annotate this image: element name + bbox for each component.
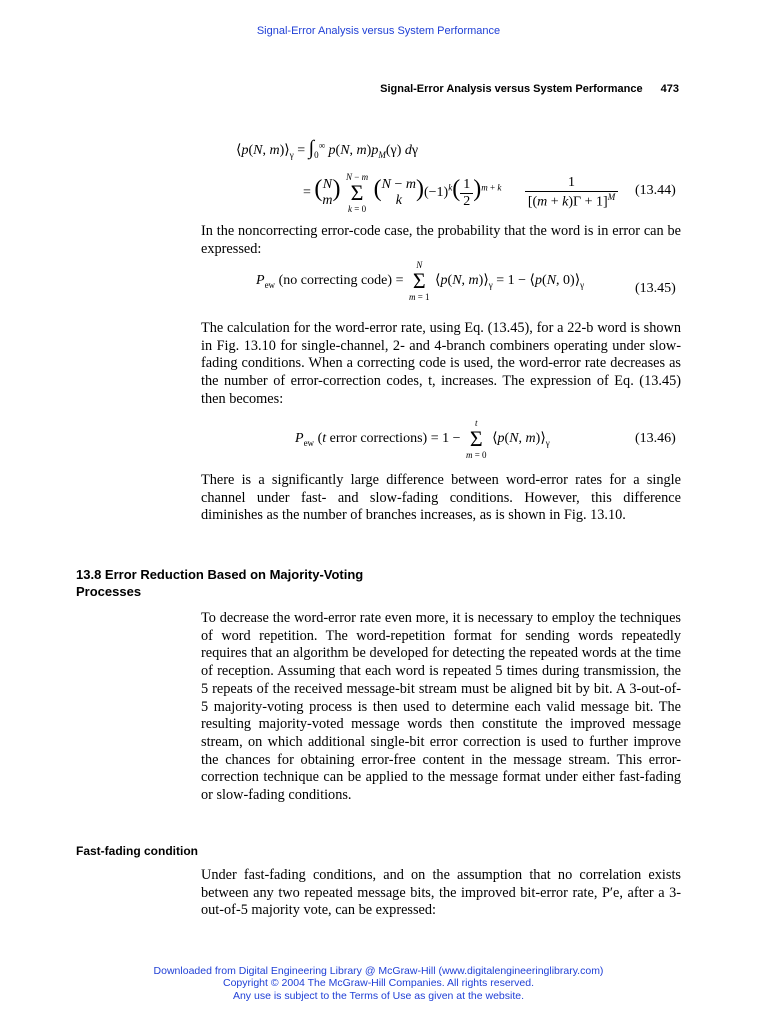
section-heading-13-8: 13.8 Error Reduction Based on Majority-Voting Processes	[76, 567, 364, 599]
running-title: Signal-Error Analysis versus System Performance	[380, 83, 643, 95]
equation-13-44-line1: ⟨p(N, $m)⟩_\gamma = \int_0^\infty$ p(N, $m)p_M(\gamma)$ dγ	[236, 137, 419, 160]
paragraph-fast-fading: Under fast-fading conditions, and on the assumption that no correlation exists between any two repeated message bits, the improved bit-error rate, P′e, after a 3-out-of-5 majority vote, can be expressed:	[201, 867, 681, 919]
equation-13-46: $P_{ew}$ (t error corrections) = 1 − t Σ m = 0 ⟨p(N, $m)⟩_\gamma$	[295, 418, 550, 460]
eq-13-46-text: error corrections)	[329, 431, 428, 447]
page-number: 473	[660, 83, 679, 95]
paragraph-fading-difference: There is a significantly large difference between word-error rates for a single channel under fast- and slow-fading conditions. However, this difference diminishes as the number of branches increases, as is shown in Fig. 13.10.	[201, 472, 681, 524]
top-banner[interactable]: Signal-Error Analysis versus System Performance	[256, 25, 501, 37]
paragraph-calculation: The calculation for the word-error rate, using Eq. (13.45), for a 22-b word is shown in Fig. 13.10 for single-channel, 2- and 4-branch combiners operating under slow-fading conditions. When a correcting code is used, the word-error rate decreases as the number of error-correction codes, t, increases. The expression of Eq. (13.45) then becomes:	[201, 320, 681, 407]
running-head	[380, 83, 679, 95]
subheading-fast-fading: Fast-fading condition	[76, 844, 198, 858]
equation-13-45: $P_{ew}$ (no correcting code) = N Σ m = 1 ⟨p(N, $m)⟩_\gamma = 1$ − ⟨p(N, $0)⟩_\gamma$	[256, 260, 585, 302]
equation-number-13-46: (13.46)	[635, 431, 676, 446]
equation-number-13-45: (13.45)	[635, 281, 676, 296]
footer-copyright[interactable]: Copyright © 2004 The McGraw-Hill Companies. All rights reserved.	[223, 977, 534, 990]
equation-number-13-44: (13.44)	[635, 183, 676, 198]
paragraph-word-repetition: To decrease the word-error rate even more, it is necessary to employ the techniques of word repetition. The word-repetition format for sending words repeatedly requires that an algorithm be developed for detecting the repeated words at the time of reception. Assuming that each word is repeated 5 times during transmission, the 5 repeats of the received message-bit stream must be aligned bit by bit. A 3-out-of-5 majority-voting process is then used to determine each valid message bit. The resulting majority-voted message words then constitute the improved message stream, on which additional single-bit error correction is used to further improve the chances for obtaining error-free content in the message stream. This error-correction technique can be applied to the message format under either fast-fading or slow-fading conditions.	[201, 610, 681, 804]
paragraph-noncorrecting: In the noncorrecting error-code case, the probability that the word is in error can be expressed:	[201, 223, 681, 257]
footer-notice	[0, 965, 757, 1002]
footer-download-link[interactable]: Downloaded from Digital Engineering Library @ McGraw-Hill (www.digitalengineeringlibrary.com)	[153, 965, 604, 977]
equation-13-44-line2: = ( N m ) N − m Σ k = 0 ( N − m k )$(-1)^k$( $\frac{1}{2}$ )$^{m + k}$ $\frac{1}{[(m + k)\Gamma + 1]^M}$	[303, 172, 618, 214]
eq-13-45-text: (no correcting code)	[278, 273, 393, 289]
footer-terms[interactable]: Any use is subject to the Terms of Use as given at the website.	[232, 989, 525, 1002]
